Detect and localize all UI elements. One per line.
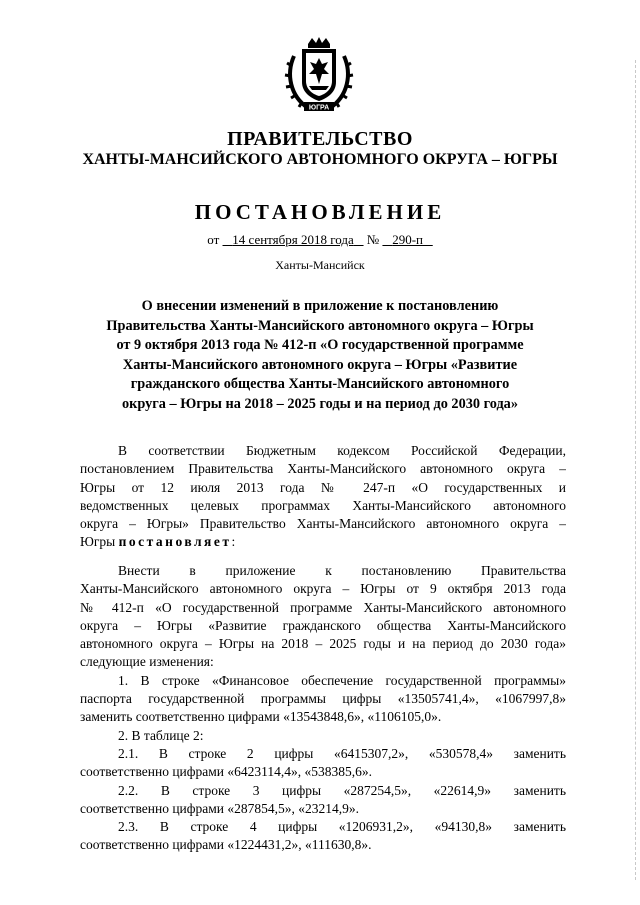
text-line: округа – Югры» Правительство Ханты-Мансийского автономного округа – xyxy=(80,516,566,532)
resolves-word: постановляет xyxy=(118,534,232,550)
text-line: В соответствии Бюджетным кодексом Российской Федерации, xyxy=(118,443,566,458)
text-line: соответственно цифрами «1224431,2», «111630,8». xyxy=(80,837,372,853)
scan-edge xyxy=(634,60,636,880)
title-line: Правительства Ханты-Мансийского автономного округа – Югры xyxy=(106,317,534,334)
text-line: 2. В таблице 2: xyxy=(118,727,204,743)
preamble-paragraph xyxy=(80,442,566,552)
text-line: ведомственных целевых программах Ханты-Мансийского автономного xyxy=(80,497,566,513)
text-line: округа – Югры «Развитие гражданского общества Ханты-Мансийского xyxy=(80,617,566,633)
text-line: автономного округа – Югры на 2018 – 2025 годы и на период до 2030 года» xyxy=(80,636,566,652)
text-line: Внести в приложение к постановлению Правительства xyxy=(118,563,566,578)
text-line: 1. В строке «Финансовое обеспечение государственной программы» xyxy=(118,672,566,688)
text-line: соответственно цифрами «287854,5», «23214,9». xyxy=(80,800,360,816)
text-line: соответственно цифрами «6423114,4», «538385,6». xyxy=(80,764,373,780)
text-line: 2.3. В строке 4 цифры «1206931,2», «94130,8» заменить xyxy=(118,819,566,835)
text-line: 2.2. В строке 3 цифры «287254,5», «22614,9» заменить xyxy=(118,782,566,798)
coat-of-arms-icon xyxy=(284,36,354,114)
number-prefix: № xyxy=(366,232,380,247)
title-line: гражданского общества Ханты-Мансийского автономного xyxy=(130,376,510,393)
text-line: постановлением Правительства Ханты-Мансийского автономного округа – xyxy=(80,461,566,477)
text-line: Югры постановляет: xyxy=(80,534,236,550)
title-line: округа – Югры на 2018 – 2025 годы и на период до 2030 года» xyxy=(122,395,518,412)
title-line: от 9 октября 2013 года № 412-п «О государственной программе xyxy=(116,337,524,354)
text-line: № 412-п «О государственной программе Ханты-Мансийского автономного xyxy=(80,599,566,615)
number-value: 290-п xyxy=(392,232,423,247)
text-line: 2.1. В строке 2 цифры «6415307,2», «530578,4» заменить xyxy=(118,745,566,761)
date-value: 14 сентября 2018 года xyxy=(232,232,354,247)
svg-text:ЮГРА: ЮГРА xyxy=(308,104,330,112)
text-line: паспорта государственной программы цифры «13505741,4», «1067997,8» xyxy=(80,691,566,707)
org-name-line1: ПРАВИТЕЛЬСТВО xyxy=(227,128,413,150)
date-prefix: от xyxy=(207,232,220,247)
org-name-line2: ХАНТЫ-МАНСИЙСКОГО АВТОНОМНОГО ОКРУГА – ЮГРЫ xyxy=(82,151,558,168)
date-number-line xyxy=(0,232,640,248)
document-type: ПОСТАНОВЛЕНИЕ xyxy=(194,200,446,224)
amendments-paragraph xyxy=(80,562,566,855)
text-line: Югры от 12 июля 2013 года № 247-п «О государственных и xyxy=(80,479,566,495)
text-line: Ханты-Мансийского автономного округа – Югры от 9 октября 2013 года xyxy=(80,581,566,597)
text-line: следующие изменения: xyxy=(80,654,214,670)
title-line: О внесении изменений в приложение к постановлению xyxy=(141,298,499,314)
text-line: заменить соответственно цифрами «13543848,6», «1106105,0». xyxy=(80,709,442,725)
city-name: Ханты-Мансийск xyxy=(275,258,365,272)
title-line: Ханты-Мансийского автономного округа – Югры «Развитие xyxy=(122,356,518,373)
document-title xyxy=(98,297,542,415)
